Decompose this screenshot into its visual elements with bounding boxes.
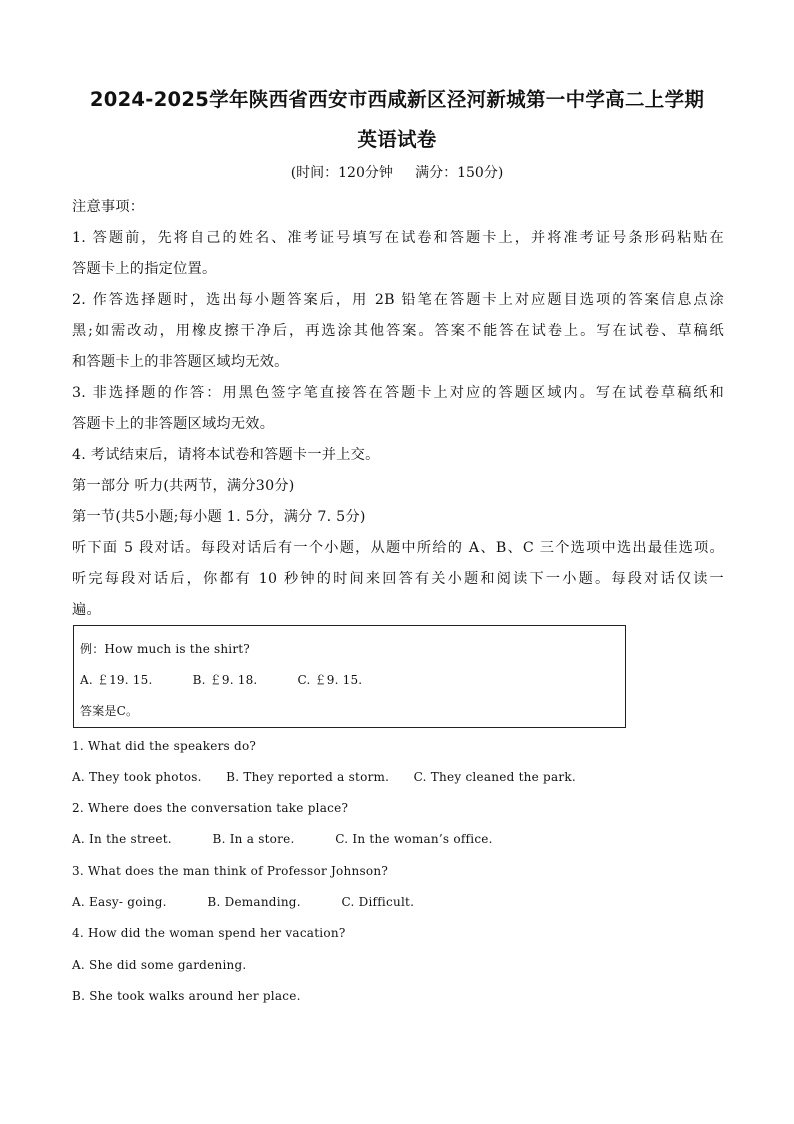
- note-item-4: 4. 考试结束后，请将本试卷和答题卡一并上交。: [72, 447, 380, 463]
- question-1-options: A. They took photos. B. They reported a storm. C. They cleaned the park.: [72, 770, 576, 784]
- question-4-stem: 4. How did the woman spend her vacation?: [72, 926, 346, 940]
- example-options: A. ￡19. 15. B. ￡9. 18. C. ￡9. 15.: [80, 673, 363, 687]
- listening-instruction-line3: 遍。: [72, 602, 101, 618]
- question-2-options: A. In the street. B. In a store. C. In the woman’s office.: [72, 832, 493, 846]
- exam-title-line1: 2024-2025学年陕西省西安市西咸新区泾河新城第一中学高二上学期: [89, 88, 705, 111]
- note-item-1-line1: 1. 答题前，先将自己的姓名、准考证号填写在试卷和答题卡上，并将准考证号条形码粘贴在: [72, 230, 724, 246]
- question-3-options: A. Easy- going. B. Demanding. C. Difficult.: [72, 895, 415, 909]
- example-question: 例：How much is the shirt?: [80, 642, 250, 656]
- note-item-3-line1: 3. 非选择题的作答：用黑色签字笔直接答在答题卡上对应的答题区域内。写在试卷草稿纸和: [72, 385, 724, 401]
- part1-heading: 第一部分 听力(共两节，满分30分): [72, 478, 295, 494]
- listening-instruction-line2: 听完每段对话后，你都有 10 秒钟的时间来回答有关小题和阅读下一小题。每段对话仅读一: [72, 571, 724, 587]
- question-4-option-a: A. She did some gardening.: [72, 958, 247, 972]
- question-2-stem: 2. Where does the conversation take place?: [72, 801, 349, 815]
- note-item-2-line3: 和答题卡上的非答题区域均无效。: [72, 354, 289, 370]
- notes-heading: 注意事项：: [72, 199, 145, 215]
- example-answer: 答案是C。: [80, 704, 139, 718]
- note-item-1-line2: 答题卡上的指定位置。: [72, 261, 217, 277]
- exam-title-line2: 英语试卷: [357, 128, 437, 151]
- listening-instruction-line1: 听下面 5 段对话。每段对话后有一个小题，从题中所给的 A、B、C 三个选项中选出最佳选项。: [72, 540, 724, 556]
- note-item-2-line2: 黑;如需改动，用橡皮擦干净后，再选涂其他答案。答案不能答在试卷上。写在试卷、草稿纸: [72, 323, 724, 339]
- exam-duration: (时间：120分钟 满分：150分): [290, 165, 504, 181]
- question-3-stem: 3. What does the man think of Professor Johnson?: [72, 864, 389, 878]
- question-1-stem: 1. What did the speakers do?: [72, 739, 257, 753]
- question-4-option-b: B. She took walks around her place.: [72, 989, 301, 1003]
- note-item-2-line1: 2. 作答选择题时，选出每小题答案后，用 2B 铅笔在答题卡上对应题目选项的答案信息点涂: [72, 292, 724, 308]
- note-item-3-line2: 答题卡上的非答题区域均无效。: [72, 416, 275, 432]
- example-box: [73, 625, 626, 728]
- section1-heading: 第一节(共5小题;每小题 1. 5分，满分 7. 5分): [72, 509, 366, 525]
